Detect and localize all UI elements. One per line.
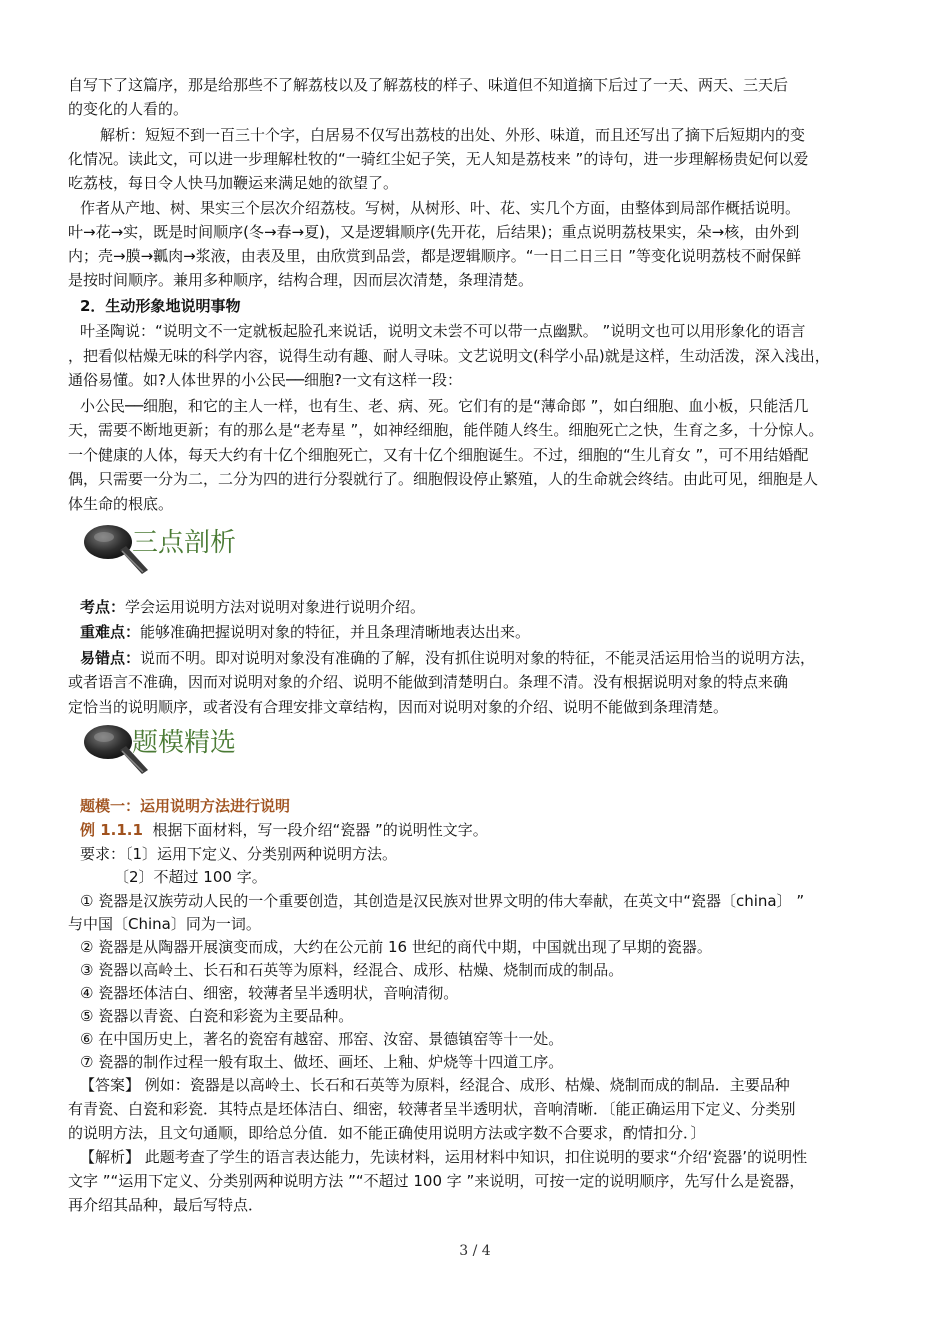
analysis-line: 再介绍其品种，最后写特点． xyxy=(68,1196,264,1214)
text-line: ，把看似枯燥无味的科学内容，说得生动有趣、耐人寻味。文艺说明文(科学小品)就是这样，生动活泼，深入浅出， xyxy=(68,347,830,365)
answer-line: 【答案】 例如：瓷器是以高岭土、长石和石英等为原料，经混合、成形、枯燥、烧制而成的制品．主要品种 xyxy=(80,1076,790,1094)
text-line: 作者从产地、树、果实三个层次介绍荔枝。写树，从树形、叶、花、实几个方面，由整体到局部作概括说明。 xyxy=(80,199,801,217)
zhongnan-text: 能够准确把握说明对象的特征，并且条理清晰地表达出来。 xyxy=(140,623,531,641)
text-line: 是按时间顺序。兼用多种顺序，结构合理，因而层次清楚，条理清楚。 xyxy=(68,271,534,289)
text-line: 化情况。读此文，可以进一步理解杜牧的“一骑红尘妃子笑，无人知是荔枝来 ”的诗句，进一步理解杨贵妃何以爱 xyxy=(68,150,809,168)
section-heading: 2．生动形象地说明事物 xyxy=(80,297,241,315)
example-row xyxy=(80,819,488,841)
analysis-line: 文字 ”“运用下定义、分类别两种说明方法 ”“不超过 100 字 ”来说明，可按一定的说明顺序，先写什么是瓷器， xyxy=(68,1172,805,1190)
text-line: 自写下了这篇序，那是给那些不了解荔枝以及了解荔枝的样子、味道但不知道摘下后过了一天、两天、三天后 xyxy=(68,76,789,94)
section-title: 三点剖析 xyxy=(132,528,237,558)
text-line: 的变化的人看的。 xyxy=(68,100,189,118)
text-line: 定恰当的说明顺序，或者没有合理安排文章结构，因而对说明对象的介绍、说明不能做到条理清楚。 xyxy=(68,698,729,716)
text-line: 一个健康的人体，每天大约有十亿个细胞死亡，又有十亿个细胞诞生。不过，细胞的“生儿育女 ”，可不用结婚配 xyxy=(68,446,809,464)
text-line: 叶→花→实，既是时间顺序(冬→春→夏)，又是逻辑顺序(先开花，后结果)；重点说明荔枝果实，朵→核，由外到 xyxy=(68,223,800,241)
kaodian-text: 学会运用说明方法对说明对象进行说明介绍。 xyxy=(125,598,426,616)
text-line: 叶圣陶说：“说明文不一定就板起脸孔来说话，说明文未尝不可以带一点幽默。 ”说明文也可以用形象化的语言 xyxy=(80,322,806,340)
zhongnan-label: 重难点： xyxy=(80,623,141,641)
list-item: ④ 瓷器坯体洁白、细密，较薄者呈半透明状，音响清彻。 xyxy=(80,984,459,1002)
text-line: 通俗易懂。如?人体世界的小公民──细胞?一文有这样一段： xyxy=(68,371,462,389)
requirement: 要求：〔1〕运用下定义、分类别两种说明方法。 xyxy=(80,845,398,863)
list-item: ① 瓷器是汉族劳动人民的一个重要创造，其创造是汉民族对世界文明的伟大奉献，在英文中“瓷器〔china〕 ” xyxy=(80,892,805,910)
text-line: 吃荔枝，每日令人快马加鞭运来满足她的欲望了。 xyxy=(68,174,399,192)
yicuo-text: 说而不明。即对说明对象没有准确的了解，没有抓住说明对象的特征，不能灵活运用恰当的说明方法， xyxy=(140,649,816,667)
yicuo-row xyxy=(80,647,815,669)
example-label: 例 1.1.1 xyxy=(80,821,143,839)
page-number: 3 / 4 xyxy=(459,1243,491,1259)
list-item: ② 瓷器是从陶器开展演变而成，大约在公元前 16 世纪的商代中期，中国就出现了早期的瓷器。 xyxy=(80,938,712,956)
list-item: ⑤ 瓷器以青瓷、白瓷和彩瓷为主要品种。 xyxy=(80,1007,354,1025)
list-item: ⑥ 在中国历史上，著名的瓷窑有越窑、邢窑、汝窑、景德镇窑等十一处。 xyxy=(80,1030,564,1048)
text-line: 解析：短短不到一百三十个字，白居易不仅写出荔枝的出处、外形、味道，而且还写出了摘下后短期内的变 xyxy=(100,126,806,144)
answer-line: 有青瓷、白瓷和彩瓷．其特点是坯体洁白、细密，较薄者呈半透明状，音响清晰．〔能正确运用下定义、分类别 xyxy=(68,1100,796,1118)
analysis-line: 【解析】 此题考查了学生的语言表达能力，先读材料，运用材料中知识，扣住说明的要求“介绍‘瓷器’的说明性 xyxy=(80,1148,808,1166)
analysis-section-header xyxy=(82,520,502,582)
answer-line: 的说明方法，且文句通顺，即给总分值．如不能正确使用说明方法或字数不合要求，酌情扣分．〕 xyxy=(68,1124,706,1142)
section-title: 题模精选 xyxy=(132,728,237,758)
text-line: 体生命的根底。 xyxy=(68,495,174,513)
example-text: 根据下面材料，写一段介绍“瓷器 ”的说明性文字。 xyxy=(152,821,488,839)
model-heading: 题模一：运用说明方法进行说明 xyxy=(80,797,291,815)
list-item: ⑦ 瓷器的制作过程一般有取土、做坯、画坯、上釉、炉烧等十四道工序。 xyxy=(80,1053,564,1071)
zhongnan-row xyxy=(80,621,530,643)
text-line: 内；壳→膜→瓤肉→浆液，由表及里，由欣赏到品尝，都是逻辑顺序。“一日二日三日 ”等变化说明荔枝不耐保鲜 xyxy=(68,247,802,265)
list-item: ③ 瓷器以高岭土、长石和石英等为原料，经混合、成形、枯燥、烧制而成的制品。 xyxy=(80,961,624,979)
text-line: 偶，只需要一分为二，二分为四的进行分裂就行了。细胞假设停止繁殖，人的生命就会终结。由此可见，细胞是人 xyxy=(68,470,819,488)
text-line: 天，需要不断地更新；有的那么是“老寿星 ”，如神经细胞，能伴随人终生。细胞死亡之快，生育之多，十分惊人。 xyxy=(68,421,824,439)
text-line: 小公民──细胞，和它的主人一样，也有生、老、病、死。它们有的是“薄命郎 ”，如白细胞、血小板，只能活几 xyxy=(80,397,809,415)
text-line: 或者语言不准确，因而对说明对象的介绍、说明不能做到清楚明白。条理不清。没有根据说明对象的特点来确 xyxy=(68,673,789,691)
models-section-header xyxy=(82,720,502,782)
requirement: 〔2〕不超过 100 字。 xyxy=(114,868,267,886)
list-item: 与中国〔China〕同为一词。 xyxy=(68,915,261,933)
kaodian-row xyxy=(80,596,425,618)
kaodian-label: 考点： xyxy=(80,598,126,616)
yicuo-label: 易错点： xyxy=(80,649,141,667)
